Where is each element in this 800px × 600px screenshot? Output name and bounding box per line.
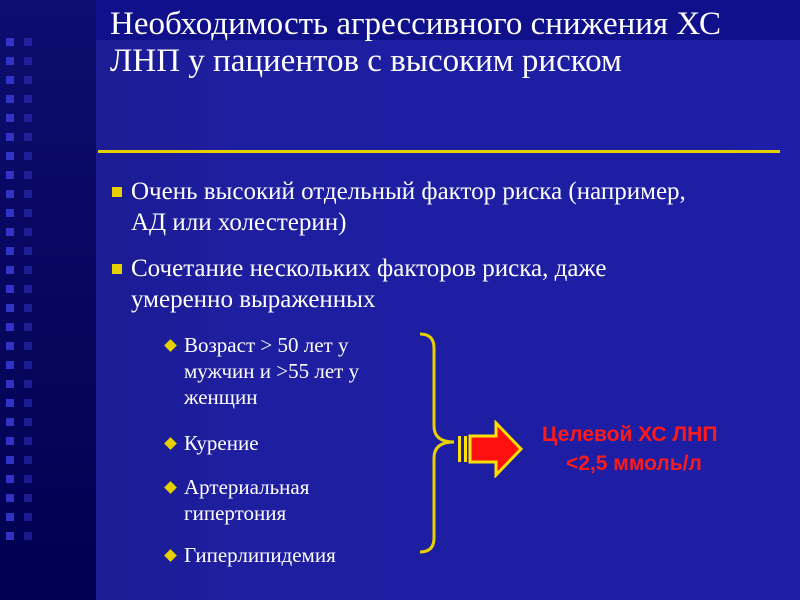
- decorative-dot: [6, 152, 14, 160]
- decorative-dot: [6, 171, 14, 179]
- decorative-dot: [24, 304, 32, 312]
- diamond-bullet-icon: [164, 481, 177, 494]
- bullet-text: Очень высокий отдельный фактор риска (например, АД или холестерин): [131, 178, 686, 236]
- square-bullet-icon: [112, 264, 122, 274]
- decorative-dot: [6, 247, 14, 255]
- decorative-dot: [24, 190, 32, 198]
- decorative-dot: [24, 209, 32, 217]
- decorative-dot: [6, 114, 14, 122]
- decorative-dot: [6, 190, 14, 198]
- decorative-dot: [24, 380, 32, 388]
- decorative-dot: [24, 247, 32, 255]
- target-line-2: <2,5 ммоль/л: [566, 452, 702, 475]
- decorative-dot: [24, 418, 32, 426]
- decorative-dot: [6, 133, 14, 141]
- decorative-dot: [24, 437, 32, 445]
- dot-column-left: [6, 38, 14, 551]
- decorative-dot: [6, 323, 14, 331]
- title-divider: [98, 150, 780, 153]
- decorative-dot: [6, 361, 14, 369]
- decorative-dot: [6, 513, 14, 521]
- decorative-dot: [6, 285, 14, 293]
- risk-factor-text: Артериальная гипертония: [184, 475, 310, 525]
- slide-title: Необходимость агрессивного снижения ХС ЛНП у пациентов с высоким риском: [110, 6, 721, 79]
- square-bullet-icon: [112, 187, 122, 197]
- decorative-dot: [6, 437, 14, 445]
- decorative-dot: [6, 76, 14, 84]
- risk-factor-text: Курение: [184, 431, 259, 455]
- decorative-dot: [24, 399, 32, 407]
- decorative-dot: [24, 475, 32, 483]
- decorative-dot: [24, 266, 32, 274]
- decorative-dot: [24, 532, 32, 540]
- decorative-dot: [24, 133, 32, 141]
- decorative-dot: [6, 532, 14, 540]
- risk-factor-text: Гиперлипидемия: [184, 543, 336, 567]
- decorative-dot: [6, 342, 14, 350]
- target-line-1: Целевой ХС ЛНП: [542, 423, 718, 446]
- decorative-dot: [6, 228, 14, 236]
- decorative-dot: [24, 57, 32, 65]
- decorative-dot: [6, 418, 14, 426]
- diamond-bullet-icon: [164, 339, 177, 352]
- decorative-dot: [24, 152, 32, 160]
- decorative-sidebar: [0, 0, 96, 600]
- decorative-dot: [24, 456, 32, 464]
- decorative-dot: [6, 95, 14, 103]
- bullet-text: Сочетание нескольких факторов риска, даже умеренно выраженных: [131, 255, 607, 313]
- dot-column-right: [24, 38, 32, 551]
- decorative-dot: [24, 228, 32, 236]
- decorative-dot: [24, 76, 32, 84]
- decorative-dot: [24, 494, 32, 502]
- decorative-dot: [6, 380, 14, 388]
- decorative-dot: [6, 209, 14, 217]
- decorative-dot: [24, 323, 32, 331]
- decorative-dot: [24, 114, 32, 122]
- risk-factor-text: Возраст > 50 лет у мужчин и >55 лет у женщин: [184, 333, 360, 409]
- decorative-dot: [24, 38, 32, 46]
- decorative-dot: [24, 285, 32, 293]
- decorative-dot: [6, 399, 14, 407]
- decorative-dot: [6, 266, 14, 274]
- diamond-bullet-icon: [164, 437, 177, 450]
- decorative-dot: [24, 361, 32, 369]
- bullet-item: [112, 176, 692, 240]
- diamond-bullet-icon: [164, 549, 177, 562]
- curly-brace-icon: [418, 332, 458, 556]
- decorative-dot: [6, 57, 14, 65]
- target-ldl-label: [540, 420, 790, 478]
- decorative-dot: [6, 456, 14, 464]
- decorative-dot: [24, 342, 32, 350]
- decorative-dot: [6, 475, 14, 483]
- decorative-dot: [6, 304, 14, 312]
- decorative-dot: [24, 171, 32, 179]
- decorative-dot: [24, 95, 32, 103]
- right-arrow-icon: [458, 420, 524, 478]
- decorative-dot: [24, 513, 32, 521]
- decorative-dot: [6, 38, 14, 46]
- decorative-dot: [6, 494, 14, 502]
- bullet-item: [112, 253, 692, 317]
